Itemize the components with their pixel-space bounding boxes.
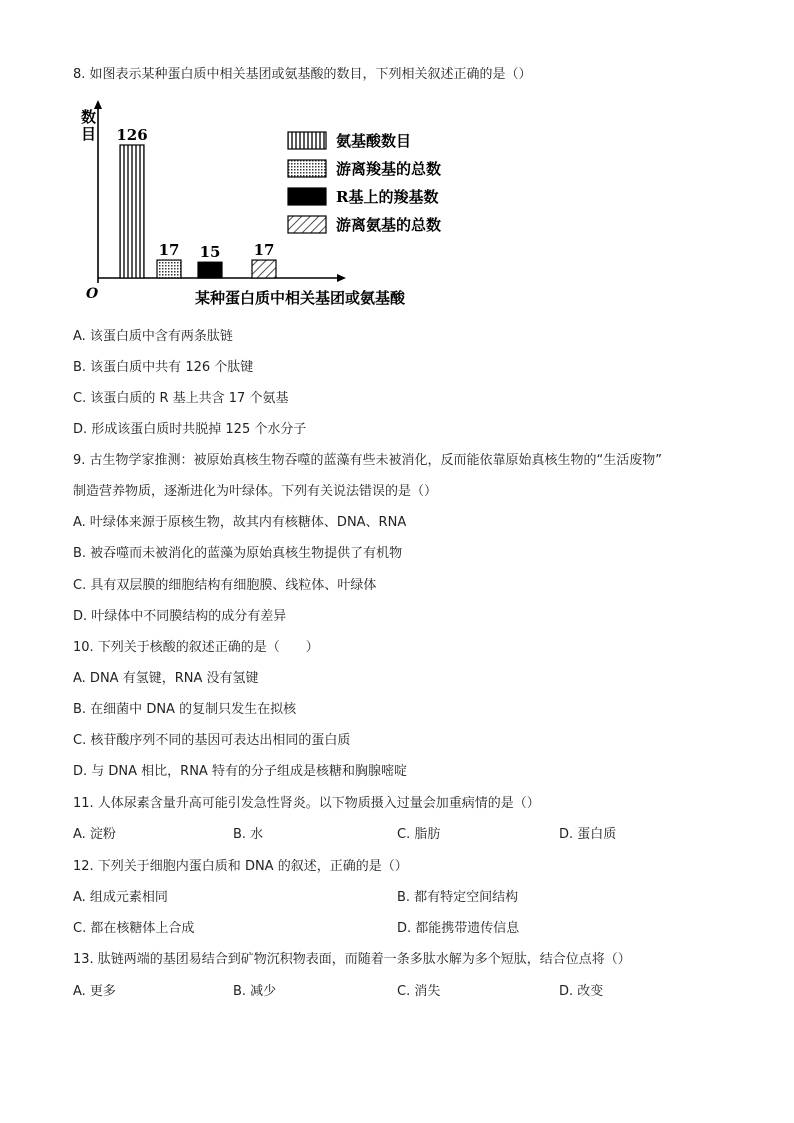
- question-10-stem: 10. 下列关于核酸的叙述正确的是（ ）: [73, 640, 319, 655]
- q10-option-a: A. DNA 有氢键，RNA 没有氢键: [73, 671, 259, 686]
- question-11-stem: 11. 人体尿素含量升高可能引发急性肾炎。以下物质摄入过量会加重病情的是（）: [73, 796, 540, 811]
- legend-swatch-2: [288, 160, 326, 177]
- bar-value-label-3: 15: [199, 243, 221, 262]
- x-axis-label: 某种蛋白质中相关基团或氨基酸: [195, 289, 406, 307]
- q9-option-a: A. 叶绿体来源于原核生物，故其内有核糖体、DNA、RNA: [73, 515, 407, 530]
- question-13-stem: 13. 肽链两端的基团易结合到矿物沉积物表面，而随着一条多肽水解为多个短肽，结合位点将（）: [73, 952, 631, 967]
- bar-4: [252, 260, 276, 278]
- origin-label: O: [86, 286, 99, 302]
- question-8-stem: 8. 如图表示某种蛋白质中相关基团或氨基酸的数目，下列相关叙述正确的是（）: [73, 67, 532, 82]
- q12-option-b: B. 都有特定空间结构: [397, 890, 519, 905]
- q11-option-c: C. 脂肪: [397, 827, 441, 842]
- q9-option-c: C. 具有双层膜的细胞结构有细胞膜、线粒体、叶绿体: [73, 578, 377, 593]
- q11-option-d: D. 蛋白质: [559, 827, 617, 842]
- q12-option-d: D. 都能携带遗传信息: [397, 921, 520, 936]
- legend-label-4: 游离氨基的总数: [336, 216, 442, 234]
- q12-option-a: A. 组成元素相同: [73, 890, 168, 905]
- q11-option-a: A. 淀粉: [73, 827, 116, 842]
- legend-swatch-3: [288, 188, 326, 205]
- q9-option-b: B. 被吞噬而未被消化的蓝藻为原始真核生物提供了有机物: [73, 546, 403, 561]
- q8-option-b: B. 该蛋白质中共有 126 个肽键: [73, 360, 254, 375]
- bar-value-label-4: 17: [253, 241, 275, 260]
- q13-option-c: C. 消失: [397, 984, 441, 999]
- x-axis-arrow: [337, 274, 346, 282]
- question-9-stem-line2: 制造营养物质，逐渐进化为叶绿体。下列有关说法错误的是（）: [73, 484, 438, 499]
- q13-option-b: B. 减少: [233, 984, 277, 999]
- question-12-stem: 12. 下列关于细胞内蛋白质和 DNA 的叙述，正确的是（）: [73, 859, 408, 874]
- legend-label-2: 游离羧基的总数: [336, 160, 442, 178]
- legend-swatch-4: [288, 216, 326, 233]
- bar-value-label-2: 17: [158, 241, 180, 260]
- y-axis-label-1: 数: [81, 108, 97, 126]
- bar-1: [120, 145, 144, 278]
- legend-label-3: R基上的羧基数: [336, 188, 439, 206]
- q10-option-d: D. 与 DNA 相比，RNA 特有的分子组成是核糖和胸腺嘧啶: [73, 764, 407, 779]
- q10-option-c: C. 核苷酸序列不同的基因可表达出相同的蛋白质: [73, 733, 351, 748]
- legend-label-1: 氨基酸数目: [336, 132, 412, 150]
- y-axis-label-2: 目: [81, 125, 97, 143]
- chart-svg: [78, 100, 478, 310]
- question-9-stem-line1: 9. 古生物学家推测：被原始真核生物吞噬的蓝藻有些未被消化，反而能依靠原始真核生物的“生活废物”: [73, 453, 663, 468]
- legend-swatch-1: [288, 132, 326, 149]
- q9-option-d: D. 叶绿体中不同膜结构的成分有差异: [73, 609, 287, 624]
- q13-option-d: D. 改变: [559, 984, 604, 999]
- q8-option-c: C. 该蛋白质的 R 基上共含 17 个氨基: [73, 391, 289, 406]
- q12-option-c: C. 都在核糖体上合成: [73, 921, 195, 936]
- q8-option-d: D. 形成该蛋白质时共脱掉 125 个水分子: [73, 422, 307, 437]
- q8-option-a: A. 该蛋白质中含有两条肽链: [73, 329, 233, 344]
- q13-option-a: A. 更多: [73, 984, 116, 999]
- q10-option-b: B. 在细菌中 DNA 的复制只发生在拟核: [73, 702, 297, 717]
- bar-value-label-1: 126: [116, 126, 148, 144]
- bar-3: [198, 262, 222, 278]
- bar-2: [157, 260, 181, 278]
- q11-option-b: B. 水: [233, 827, 264, 842]
- bar-chart: [78, 100, 478, 310]
